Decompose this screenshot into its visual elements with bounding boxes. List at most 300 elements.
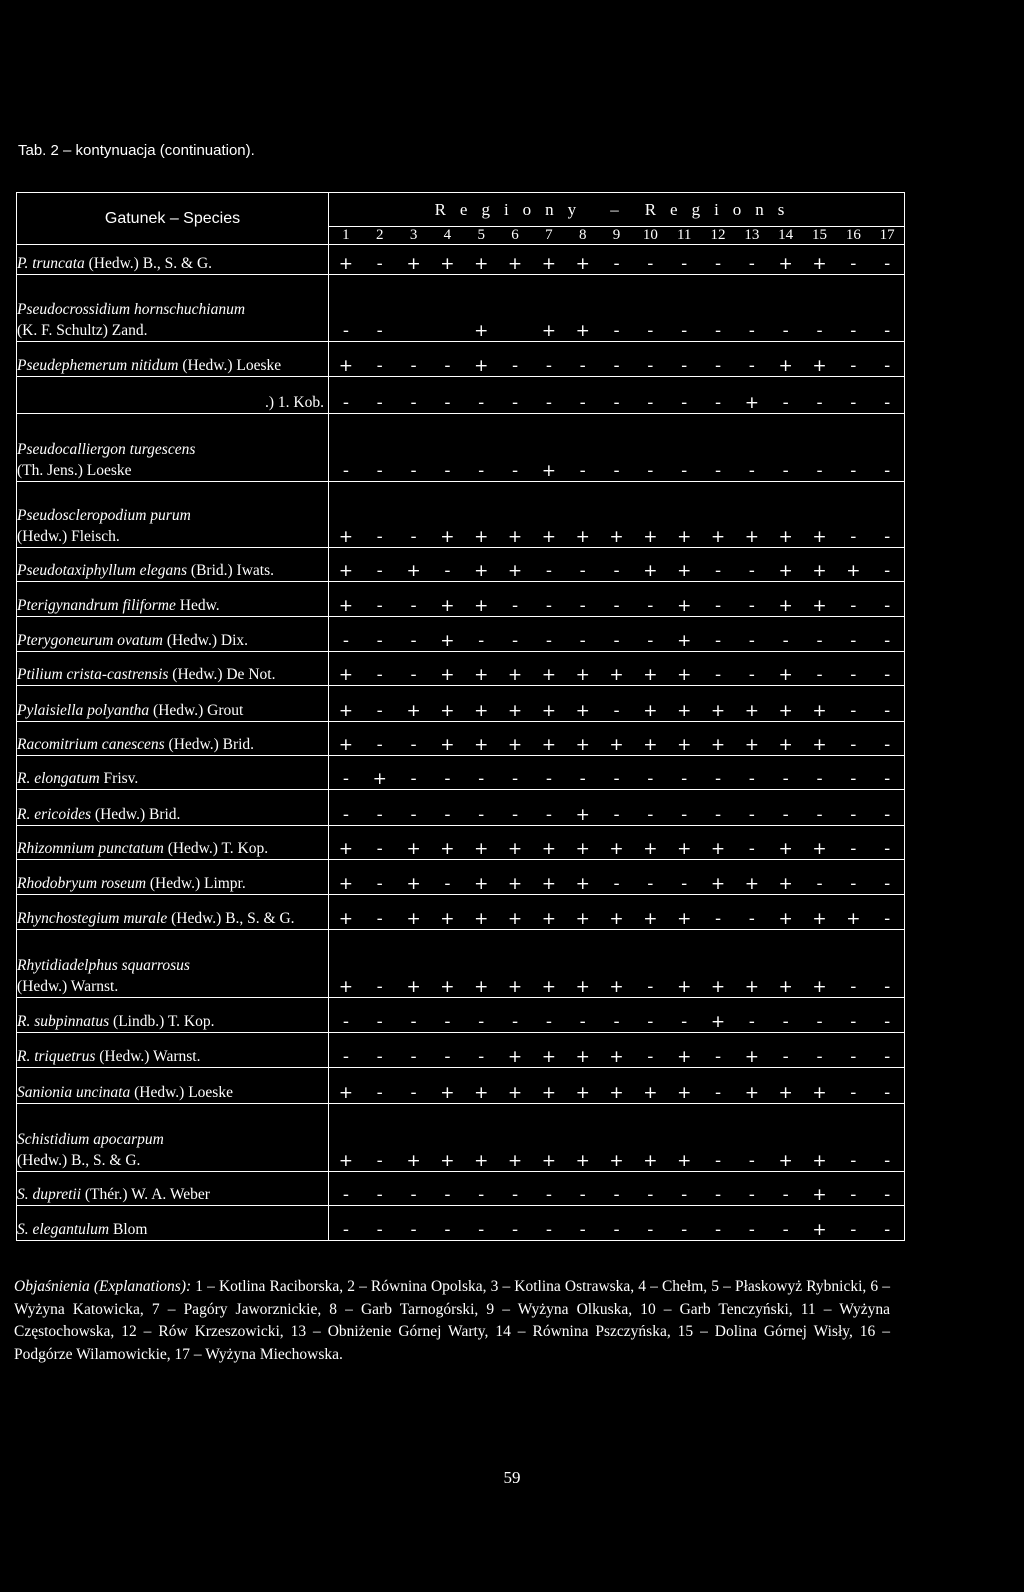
presence-mark: - <box>850 1083 857 1103</box>
presence-mark: - <box>850 1185 857 1205</box>
presence-mark: - <box>478 805 485 825</box>
presence-mark: + <box>372 769 387 789</box>
presence-mark: + <box>474 596 489 616</box>
presence-mark: + <box>541 1083 556 1103</box>
presence-mark: + <box>778 1151 793 1171</box>
presence-mark: + <box>778 977 793 997</box>
table-row <box>17 860 905 895</box>
presence-mark: + <box>575 321 590 341</box>
presence-mark: - <box>410 1012 417 1032</box>
presence-mark: - <box>816 1047 823 1067</box>
presence-mark: - <box>613 1220 620 1240</box>
species-name <box>17 1033 329 1068</box>
presence-mark: + <box>710 977 726 997</box>
species-name-line <box>17 320 328 341</box>
presence-mark: - <box>714 393 722 413</box>
presence-mark: - <box>647 1220 654 1240</box>
presence-mark: - <box>613 321 620 341</box>
presence-mark: - <box>647 1185 654 1205</box>
presence-mark: - <box>545 805 552 825</box>
table-row <box>17 930 905 998</box>
presence-mark: + <box>474 561 489 581</box>
presence-mark: - <box>884 665 891 685</box>
presence-mark: - <box>444 1220 451 1240</box>
presence-mark: - <box>511 805 519 825</box>
presence-mark: - <box>613 596 620 616</box>
presence-mark: - <box>884 1185 891 1205</box>
presence-mark: + <box>609 977 624 997</box>
presence-mark: + <box>474 701 489 721</box>
presence-mark: - <box>782 461 789 481</box>
species-author: (Hedw.) Limpr. <box>146 875 246 892</box>
presence-mark: - <box>376 254 383 274</box>
species-latin-name: Pylaisiella polyantha <box>17 702 150 719</box>
presence-mark: + <box>677 1083 692 1103</box>
presence-mark: - <box>748 839 755 859</box>
species-name-line <box>17 1219 328 1240</box>
presence-mark: - <box>647 769 654 789</box>
species-author: (Hedw.) B., S. & G. <box>17 1152 141 1169</box>
presence-mark: + <box>338 977 354 997</box>
species-name <box>17 342 329 377</box>
species-name-line <box>17 439 328 460</box>
species-name <box>17 860 329 895</box>
presence-mark: + <box>474 909 489 929</box>
presence-mark: + <box>541 874 556 894</box>
presence-mark: - <box>782 769 789 789</box>
presence-mark: + <box>541 665 556 685</box>
species-name <box>17 686 329 722</box>
species-name-line <box>17 595 328 616</box>
species-name <box>17 414 329 482</box>
species-latin-name: S. dupretii <box>17 1186 82 1203</box>
presence-mark: + <box>338 1083 354 1103</box>
presence-mark: - <box>647 596 654 616</box>
table-row <box>17 275 905 342</box>
presence-mark: - <box>376 874 383 894</box>
presence-mark: + <box>778 701 793 721</box>
presence-mark: - <box>884 909 891 929</box>
species-name-line <box>17 955 328 976</box>
region-number: 9 <box>612 227 621 243</box>
presence-mark: - <box>714 1185 722 1205</box>
presence-mark: - <box>478 1220 485 1240</box>
presence-mark: - <box>884 561 891 581</box>
region-marks <box>329 414 905 482</box>
presence-mark: + <box>338 527 354 547</box>
presence-mark: - <box>376 701 383 721</box>
table-row <box>17 652 905 686</box>
species-name-line <box>17 768 328 789</box>
presence-mark: + <box>744 527 759 547</box>
presence-mark: + <box>778 839 793 859</box>
presence-mark: - <box>748 665 755 685</box>
presence-mark: - <box>748 321 755 341</box>
presence-mark: + <box>778 254 793 274</box>
presence-mark: + <box>575 1047 590 1067</box>
presence-mark: + <box>541 321 556 341</box>
species-author: (Hedw.) B., S. & G. <box>167 910 295 927</box>
presence-mark: - <box>376 735 383 755</box>
presence-mark: + <box>575 1151 590 1171</box>
presence-mark: - <box>613 393 620 413</box>
presence-mark: - <box>410 461 417 481</box>
presence-mark: - <box>647 631 654 651</box>
species-latin-name: S. elegantulum <box>17 1221 110 1238</box>
presence-mark: + <box>677 735 692 755</box>
presence-mark: - <box>884 805 891 825</box>
presence-mark: - <box>714 769 722 789</box>
species-name: .) 1. Kob. <box>17 377 329 414</box>
presence-mark: + <box>677 561 692 581</box>
species-name <box>17 790 329 826</box>
region-marks <box>329 582 905 617</box>
presence-mark: - <box>579 393 586 413</box>
presence-mark: - <box>545 356 552 376</box>
presence-mark: - <box>444 805 451 825</box>
presence-mark: + <box>575 977 590 997</box>
presence-mark: - <box>444 356 451 376</box>
presence-mark: + <box>474 321 489 341</box>
presence-mark: - <box>613 356 620 376</box>
presence-mark: + <box>507 701 523 721</box>
species-name-line <box>17 1184 328 1205</box>
presence-mark: - <box>478 461 485 481</box>
presence-mark: + <box>406 977 421 997</box>
species-author: (Hedw.) De Not. <box>168 666 276 683</box>
explanations <box>14 1276 890 1366</box>
region-number: 17 <box>879 227 895 243</box>
presence-mark: + <box>575 527 590 547</box>
presence-mark: - <box>816 631 823 651</box>
presence-mark: - <box>545 769 552 789</box>
species-name <box>17 895 329 930</box>
presence-mark: + <box>474 977 489 997</box>
presence-mark: - <box>850 321 857 341</box>
table-row <box>17 414 905 482</box>
presence-mark: - <box>782 393 789 413</box>
region-marks <box>329 930 905 998</box>
region-marks <box>329 722 905 756</box>
presence-mark: - <box>613 701 620 721</box>
region-marks <box>329 275 905 342</box>
presence-mark: + <box>778 665 793 685</box>
region-number: 6 <box>511 227 519 243</box>
species-author: (Th. Jens.) Loeske <box>17 462 132 479</box>
region-marks <box>329 1206 905 1241</box>
species-latin-name: Pseudephemerum nitidum <box>17 357 179 374</box>
presence-mark: - <box>444 1012 451 1032</box>
region-marks <box>329 756 905 790</box>
species-latin-name: Pseudoscleropodium purum <box>17 507 191 524</box>
species-latin-name: R. subpinnatus <box>17 1013 110 1030</box>
species-name-line <box>17 908 328 929</box>
region-marks <box>329 860 905 895</box>
presence-mark: + <box>643 735 658 755</box>
species-name-line <box>17 505 328 526</box>
regions-pl-label: Regiony <box>434 199 591 219</box>
presence-mark: - <box>478 1012 485 1032</box>
presence-mark: - <box>714 665 722 685</box>
presence-mark: + <box>778 356 793 376</box>
presence-mark: + <box>440 909 455 929</box>
presence-mark: - <box>376 1185 383 1205</box>
presence-mark: - <box>376 839 383 859</box>
presence-mark: + <box>507 977 523 997</box>
presence-mark: + <box>440 527 455 547</box>
presence-mark: - <box>444 1047 451 1067</box>
region-number: 13 <box>744 227 760 243</box>
presence-mark: - <box>511 1220 519 1240</box>
presence-mark: - <box>545 596 552 616</box>
presence-mark: - <box>511 356 519 376</box>
presence-mark: - <box>342 1185 349 1205</box>
presence-mark: + <box>474 665 489 685</box>
presence-mark: - <box>579 1220 586 1240</box>
presence-mark: + <box>406 874 421 894</box>
presence-mark: - <box>714 254 722 274</box>
presence-mark: + <box>812 909 827 929</box>
presence-mark: + <box>812 1185 827 1205</box>
presence-mark: - <box>816 393 823 413</box>
presence-mark: - <box>579 461 586 481</box>
table-row <box>17 582 905 617</box>
presence-mark: - <box>850 1220 857 1240</box>
presence-mark: - <box>613 769 620 789</box>
presence-mark: + <box>440 254 455 274</box>
presence-mark: + <box>541 977 556 997</box>
species-author: (Thér.) W. A. Weber <box>81 1186 210 1203</box>
presence-mark: + <box>643 839 658 859</box>
regions-en-label: Regions <box>644 199 799 219</box>
region-number: 8 <box>578 227 587 243</box>
presence-mark: - <box>613 1185 620 1205</box>
presence-mark: - <box>647 1012 654 1032</box>
presence-mark: + <box>575 909 590 929</box>
presence-mark: - <box>884 769 891 789</box>
species-name <box>17 722 329 756</box>
presence-mark: + <box>440 665 455 685</box>
presence-mark: - <box>613 874 620 894</box>
presence-mark: + <box>440 839 455 859</box>
presence-mark: - <box>714 909 722 929</box>
presence-mark: - <box>782 1012 789 1032</box>
species-author: (Hedw.) Fleisch. <box>17 528 120 545</box>
table-row <box>17 1206 905 1241</box>
presence-mark: - <box>410 805 417 825</box>
presence-mark: - <box>884 701 891 721</box>
species-name <box>17 998 329 1033</box>
presence-mark: + <box>406 701 421 721</box>
presence-mark: + <box>507 874 523 894</box>
table-row <box>17 245 905 275</box>
presence-mark: - <box>850 769 857 789</box>
region-marks <box>329 790 905 826</box>
species-author: (Hedw.) Warnst. <box>17 978 119 995</box>
presence-mark: - <box>613 805 620 825</box>
presence-mark: - <box>850 393 857 413</box>
presence-mark: - <box>714 561 722 581</box>
presence-mark: - <box>884 631 891 651</box>
region-number: 15 <box>812 227 827 243</box>
presence-mark: - <box>748 1220 755 1240</box>
presence-mark: - <box>376 321 383 341</box>
presence-mark: + <box>575 1083 590 1103</box>
species-name <box>17 275 329 342</box>
region-marks <box>329 482 905 548</box>
species-latin-name: P. truncata <box>17 255 85 272</box>
species-latin-name: R. triquetrus <box>17 1048 96 1065</box>
presence-mark: - <box>511 461 519 481</box>
presence-mark: + <box>677 839 692 859</box>
species-name-line <box>17 838 328 859</box>
presence-mark: - <box>647 321 654 341</box>
presence-mark: - <box>410 769 417 789</box>
region-marks <box>329 686 905 722</box>
presence-mark: - <box>782 805 789 825</box>
presence-mark: + <box>778 909 793 929</box>
species-latin-name: Schistidium apocarpum <box>17 1131 164 1148</box>
presence-mark: - <box>681 356 688 376</box>
presence-mark: - <box>816 769 823 789</box>
presence-mark: + <box>778 596 793 616</box>
table-row <box>17 826 905 860</box>
presence-mark: + <box>474 735 489 755</box>
region-marks <box>329 1104 905 1172</box>
presence-mark: + <box>812 1220 827 1240</box>
presence-mark: - <box>850 1012 857 1032</box>
presence-mark: + <box>710 735 726 755</box>
presence-mark: + <box>474 254 489 274</box>
species-name-line <box>17 1150 328 1171</box>
presence-mark: - <box>376 631 383 651</box>
presence-mark: + <box>744 701 759 721</box>
species-author: (Lindb.) T. Kop. <box>109 1013 215 1030</box>
presence-mark: + <box>609 1047 624 1067</box>
presence-mark: + <box>338 839 354 859</box>
presence-mark: + <box>338 701 354 721</box>
presence-mark: - <box>342 1012 349 1032</box>
table-caption: Tab. 2 – kontynuacja (continuation). <box>18 142 255 159</box>
presence-mark: - <box>444 874 451 894</box>
presence-mark: - <box>816 321 823 341</box>
presence-mark: - <box>647 1047 654 1067</box>
table-row <box>17 1104 905 1172</box>
presence-mark: + <box>541 527 556 547</box>
presence-mark: - <box>782 1220 789 1240</box>
species-author: (Hedw.) Brid. <box>164 736 255 753</box>
species-name-line <box>17 560 328 581</box>
presence-mark: - <box>748 254 755 274</box>
species-name-line <box>17 700 328 721</box>
presence-mark: - <box>850 874 857 894</box>
presence-mark: + <box>440 977 455 997</box>
presence-mark: - <box>410 1083 417 1103</box>
presence-mark: - <box>511 769 519 789</box>
species-author: (Hedw.) Warnst. <box>95 1048 201 1065</box>
page-number: 59 <box>503 1468 521 1487</box>
species-latin-name: Racomitrium canescens <box>17 736 165 753</box>
species-name <box>17 482 329 548</box>
presence-mark: + <box>710 527 726 547</box>
presence-mark: + <box>507 1047 523 1067</box>
presence-mark: - <box>647 977 654 997</box>
presence-mark: - <box>613 254 620 274</box>
presence-mark: - <box>748 769 755 789</box>
presence-mark: + <box>440 631 455 651</box>
species-name-line <box>17 734 328 755</box>
presence-mark: - <box>748 631 755 651</box>
presence-mark: - <box>613 631 620 651</box>
presence-mark: - <box>376 805 383 825</box>
presence-mark: + <box>440 1151 455 1171</box>
presence-mark: + <box>541 1151 556 1171</box>
presence-mark: - <box>342 1047 349 1067</box>
presence-mark: + <box>812 1083 827 1103</box>
species-name <box>17 930 329 998</box>
presence-mark: + <box>575 665 590 685</box>
species-author: (K. F. Schultz) Zand. <box>17 322 148 339</box>
presence-mark: - <box>884 874 891 894</box>
presence-mark: - <box>748 909 755 929</box>
presence-mark: - <box>376 1047 383 1067</box>
species-name <box>17 1172 329 1206</box>
presence-mark: + <box>812 527 827 547</box>
presence-mark: - <box>376 356 383 376</box>
presence-mark: - <box>444 769 451 789</box>
presence-mark: - <box>850 665 857 685</box>
presence-mark: - <box>681 254 688 274</box>
presence-mark: - <box>342 321 349 341</box>
presence-mark: + <box>710 874 726 894</box>
presence-mark: + <box>778 561 793 581</box>
presence-mark: - <box>714 631 722 651</box>
presence-mark: - <box>579 631 586 651</box>
presence-mark: + <box>677 527 692 547</box>
presence-mark: - <box>884 321 891 341</box>
presence-mark: + <box>541 1047 556 1067</box>
presence-mark: + <box>609 665 624 685</box>
presence-mark: - <box>613 561 620 581</box>
presence-mark: + <box>406 254 421 274</box>
presence-mark: + <box>507 909 523 929</box>
presence-mark: - <box>545 393 552 413</box>
presence-mark: - <box>681 1012 688 1032</box>
species-name-line <box>17 1082 328 1103</box>
table-row <box>17 686 905 722</box>
presence-mark: - <box>613 1012 620 1032</box>
presence-mark: - <box>376 1220 383 1240</box>
presence-mark: - <box>410 1047 417 1067</box>
presence-mark: + <box>541 254 556 274</box>
presence-mark: - <box>884 839 891 859</box>
presence-mark: + <box>474 839 489 859</box>
presence-mark: - <box>511 1185 519 1205</box>
species-author: (Hedw.) Loeske <box>178 357 282 374</box>
presence-mark: - <box>478 1185 485 1205</box>
species-latin-name: Pterygoneurum ovatum <box>17 632 163 649</box>
presence-mark: - <box>613 461 620 481</box>
presence-mark: - <box>884 596 891 616</box>
species-name-line <box>17 1046 328 1067</box>
presence-mark: - <box>681 874 688 894</box>
presence-mark: - <box>884 1047 891 1067</box>
presence-mark: + <box>541 909 556 929</box>
presence-mark: - <box>884 1220 891 1240</box>
species-name <box>17 245 329 275</box>
presence-mark: + <box>744 393 759 413</box>
species-name <box>17 1206 329 1241</box>
